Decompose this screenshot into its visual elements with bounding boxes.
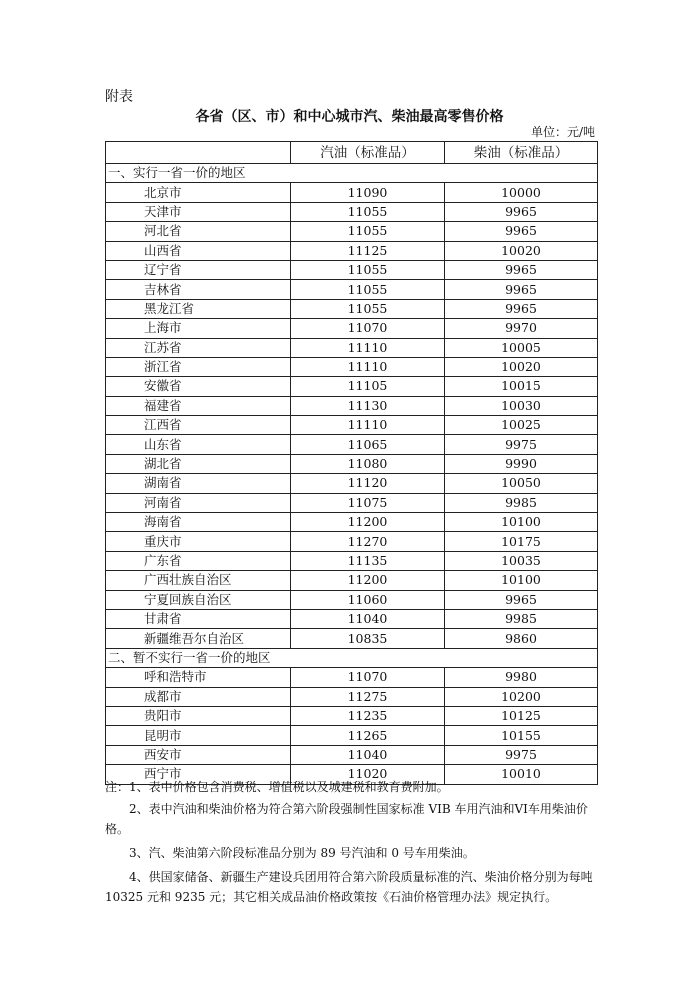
section-label: 二、暂不实行一省一价的地区 bbox=[106, 648, 598, 667]
region-name-cell: 西宁市 bbox=[106, 765, 291, 784]
table-row bbox=[106, 687, 598, 706]
diesel-price-cell: 10155 bbox=[445, 726, 598, 745]
table-row bbox=[106, 726, 598, 745]
diesel-price-cell: 10050 bbox=[445, 474, 598, 493]
region-name-cell: 吉林省 bbox=[106, 280, 291, 299]
table-row bbox=[106, 435, 598, 454]
region-name-cell: 甘肃省 bbox=[106, 609, 291, 628]
table-row bbox=[106, 493, 598, 512]
gasoline-price-cell: 11040 bbox=[291, 609, 445, 628]
unit-label: 单位：元/吨 bbox=[530, 125, 595, 139]
diesel-price-cell: 10005 bbox=[445, 338, 598, 357]
diesel-price-cell: 10030 bbox=[445, 396, 598, 415]
gasoline-price-cell: 11040 bbox=[291, 745, 445, 764]
table-row bbox=[106, 668, 598, 687]
diesel-price-cell: 10035 bbox=[445, 551, 598, 570]
gasoline-price-cell: 11110 bbox=[291, 338, 445, 357]
diesel-price-cell: 9860 bbox=[445, 629, 598, 648]
diesel-price-cell: 9965 bbox=[445, 222, 598, 241]
gasoline-price-cell: 11055 bbox=[291, 222, 445, 241]
region-name-cell: 新疆维吾尔自治区 bbox=[106, 629, 291, 648]
region-name-cell: 贵阳市 bbox=[106, 706, 291, 725]
gasoline-price-cell: 11275 bbox=[291, 687, 445, 706]
gasoline-price-cell: 11055 bbox=[291, 202, 445, 221]
section-label: 一、实行一省一价的地区 bbox=[106, 164, 598, 183]
note-3: 3、汽、柴油第六阶段标准品分别为 89 号汽油和 0 号车用柴油。 bbox=[129, 846, 475, 860]
region-name-cell: 辽宁省 bbox=[106, 260, 291, 279]
diesel-price-cell: 10025 bbox=[445, 416, 598, 435]
gasoline-price-cell: 11105 bbox=[291, 377, 445, 396]
table-row bbox=[106, 357, 598, 376]
diesel-price-cell: 9985 bbox=[445, 609, 598, 628]
gasoline-price-cell: 11090 bbox=[291, 183, 445, 202]
gasoline-price-cell: 11065 bbox=[291, 435, 445, 454]
table-row bbox=[106, 299, 598, 318]
gasoline-price-cell: 11020 bbox=[291, 765, 445, 784]
diesel-price-cell: 9965 bbox=[445, 590, 598, 609]
gasoline-price-cell: 11125 bbox=[291, 241, 445, 260]
page-title: 各省（区、市）和中心城市汽、柴油最高零售价格 bbox=[195, 109, 504, 125]
table-row bbox=[106, 377, 598, 396]
table-row bbox=[106, 571, 598, 590]
region-name-cell: 广西壮族自治区 bbox=[106, 571, 291, 590]
table-row bbox=[106, 590, 598, 609]
region-name-cell: 重庆市 bbox=[106, 532, 291, 551]
section-row bbox=[106, 164, 598, 183]
table-row bbox=[106, 474, 598, 493]
region-name-cell: 黑龙江省 bbox=[106, 299, 291, 318]
gasoline-price-cell: 11055 bbox=[291, 280, 445, 299]
diesel-price-cell: 9965 bbox=[445, 260, 598, 279]
diesel-price-cell: 9965 bbox=[445, 299, 598, 318]
region-name-cell: 成都市 bbox=[106, 687, 291, 706]
region-name-cell: 西安市 bbox=[106, 745, 291, 764]
region-name-cell: 湖南省 bbox=[106, 474, 291, 493]
table-row bbox=[106, 416, 598, 435]
gasoline-price-cell: 11070 bbox=[291, 319, 445, 338]
diesel-price-cell: 9985 bbox=[445, 493, 598, 512]
price-table bbox=[105, 141, 598, 785]
diesel-price-cell: 9970 bbox=[445, 319, 598, 338]
region-name-cell: 呼和浩特市 bbox=[106, 668, 291, 687]
region-name-cell: 海南省 bbox=[106, 513, 291, 532]
table-row bbox=[106, 338, 598, 357]
attachment-label: 附表 bbox=[105, 89, 133, 105]
region-name-cell: 天津市 bbox=[106, 202, 291, 221]
region-name-cell: 山东省 bbox=[106, 435, 291, 454]
table-row bbox=[106, 222, 598, 241]
region-name-cell: 昆明市 bbox=[106, 726, 291, 745]
diesel-price-cell: 9965 bbox=[445, 280, 598, 299]
table-header-row bbox=[106, 142, 598, 164]
gasoline-price-cell: 11235 bbox=[291, 706, 445, 725]
table-row bbox=[106, 396, 598, 415]
diesel-price-cell: 10020 bbox=[445, 241, 598, 260]
diesel-price-cell: 9975 bbox=[445, 745, 598, 764]
gasoline-price-cell: 11075 bbox=[291, 493, 445, 512]
diesel-price-cell: 10200 bbox=[445, 687, 598, 706]
diesel-price-cell: 10100 bbox=[445, 571, 598, 590]
gasoline-price-cell: 11270 bbox=[291, 532, 445, 551]
region-name-cell: 浙江省 bbox=[106, 357, 291, 376]
notes bbox=[105, 777, 600, 911]
region-name-cell: 安徽省 bbox=[106, 377, 291, 396]
section-row bbox=[106, 648, 598, 667]
gasoline-price-cell: 11080 bbox=[291, 454, 445, 473]
region-name-cell: 北京市 bbox=[106, 183, 291, 202]
gasoline-price-cell: 11130 bbox=[291, 396, 445, 415]
region-name-cell: 山西省 bbox=[106, 241, 291, 260]
note-2: 2、表中汽油和柴油价格为符合第六阶段强制性国家标准 VIB 车用汽油和VI车用柴油价格。 bbox=[105, 802, 588, 836]
table-row bbox=[106, 454, 598, 473]
gasoline-price-cell: 11265 bbox=[291, 726, 445, 745]
region-name-cell: 江西省 bbox=[106, 416, 291, 435]
table-row bbox=[106, 260, 598, 279]
table-row bbox=[106, 513, 598, 532]
table-row bbox=[106, 319, 598, 338]
table-row bbox=[106, 241, 598, 260]
note-4: 4、供国家储备、新疆生产建设兵团用符合第六阶段质量标准的汽、柴油价格分别为每吨 10325 元和 9235 元；其它相关成品油价格政策按《石油价格管理办法》规定执行。 bbox=[105, 870, 593, 904]
region-name-cell: 湖北省 bbox=[106, 454, 291, 473]
gasoline-price-cell: 11055 bbox=[291, 299, 445, 318]
diesel-price-cell: 10000 bbox=[445, 183, 598, 202]
table-row bbox=[106, 202, 598, 221]
diesel-price-cell: 9965 bbox=[445, 202, 598, 221]
diesel-price-cell: 9980 bbox=[445, 668, 598, 687]
diesel-price-cell: 10020 bbox=[445, 357, 598, 376]
gasoline-price-cell: 10835 bbox=[291, 629, 445, 648]
diesel-price-cell: 10010 bbox=[445, 765, 598, 784]
table-row bbox=[106, 629, 598, 648]
gasoline-price-cell: 11110 bbox=[291, 416, 445, 435]
header-region bbox=[106, 142, 291, 164]
gasoline-price-cell: 11200 bbox=[291, 571, 445, 590]
table-row bbox=[106, 532, 598, 551]
diesel-price-cell: 10175 bbox=[445, 532, 598, 551]
diesel-price-cell: 9975 bbox=[445, 435, 598, 454]
table-row bbox=[106, 280, 598, 299]
diesel-price-cell: 9990 bbox=[445, 454, 598, 473]
table-row bbox=[106, 745, 598, 764]
table-row bbox=[106, 706, 598, 725]
gasoline-price-cell: 11200 bbox=[291, 513, 445, 532]
region-name-cell: 广东省 bbox=[106, 551, 291, 570]
note-1: 注：1、表中价格包含消费税、增值税以及城建税和教育费附加。 bbox=[105, 780, 449, 794]
table-row bbox=[106, 183, 598, 202]
table-row bbox=[106, 609, 598, 628]
gasoline-price-cell: 11110 bbox=[291, 357, 445, 376]
table-row bbox=[106, 551, 598, 570]
region-name-cell: 上海市 bbox=[106, 319, 291, 338]
region-name-cell: 河南省 bbox=[106, 493, 291, 512]
gasoline-price-cell: 11070 bbox=[291, 668, 445, 687]
gasoline-price-cell: 11135 bbox=[291, 551, 445, 570]
gasoline-price-cell: 11120 bbox=[291, 474, 445, 493]
region-name-cell: 江苏省 bbox=[106, 338, 291, 357]
header-diesel: 柴油（标准品） bbox=[445, 142, 598, 164]
diesel-price-cell: 10100 bbox=[445, 513, 598, 532]
diesel-price-cell: 10125 bbox=[445, 706, 598, 725]
diesel-price-cell: 10015 bbox=[445, 377, 598, 396]
gasoline-price-cell: 11060 bbox=[291, 590, 445, 609]
gasoline-price-cell: 11055 bbox=[291, 260, 445, 279]
header-gasoline: 汽油（标准品） bbox=[291, 142, 445, 164]
region-name-cell: 宁夏回族自治区 bbox=[106, 590, 291, 609]
region-name-cell: 福建省 bbox=[106, 396, 291, 415]
region-name-cell: 河北省 bbox=[106, 222, 291, 241]
